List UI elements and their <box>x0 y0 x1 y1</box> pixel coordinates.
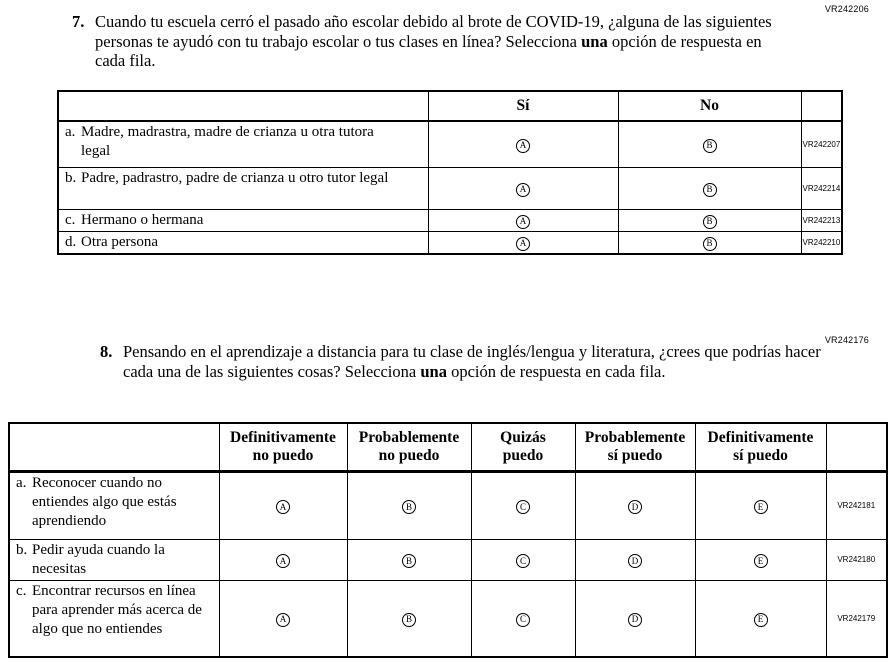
row-label-cell <box>9 580 219 657</box>
question-number: 7. <box>72 12 85 31</box>
row-code: VR242180 <box>826 539 887 580</box>
row-text: Pedir ayuda cuando la necesitas <box>32 541 165 577</box>
answer-cell <box>219 471 347 539</box>
row-letter: a. <box>16 474 27 491</box>
column-header-si: Sí <box>428 91 618 121</box>
answer-cell <box>695 471 826 539</box>
question-8-table <box>8 422 888 658</box>
row-letter: b. <box>16 541 28 558</box>
answer-cell <box>575 539 695 580</box>
row-label-cell <box>9 471 219 539</box>
answer-cell <box>575 580 695 657</box>
answer-cell-si <box>428 209 618 231</box>
table-row <box>9 471 887 539</box>
row-label-cell <box>58 121 428 167</box>
row-text: Reconocer cuando no entiendes algo que estás aprendiendo <box>32 474 177 529</box>
answer-cell-si <box>428 231 618 254</box>
row-text: Otra persona <box>81 233 159 250</box>
question-7-table <box>57 90 843 255</box>
column-header-probablemente-no-puedo: Probablemente no puedo <box>347 423 471 471</box>
empty-header-cell <box>9 423 219 471</box>
question-text-part: opción de respuesta en cada fila. <box>446 361 666 381</box>
row-code: VR242210 <box>801 231 842 254</box>
option-bubble-e[interactable]: E <box>754 554 768 568</box>
question-text <box>123 342 823 381</box>
question-7-code: VR242206 <box>824 4 869 14</box>
question-text-part: Pensando en el aprendizaje a distancia para tu clase de inglés/lengua y literatura, ¿crees que podrías hacer cada una de las siguientes cosas? Selecciona <box>123 342 821 381</box>
option-bubble-c[interactable]: C <box>516 500 530 514</box>
row-code: VR242214 <box>801 167 842 209</box>
question-text-part: Cuando tu escuela cerró el pasado año escolar debido al brote de COVID-19, ¿alguna de las siguientes personas te ayudó con tu trabajo escolar o tus clases en línea? Selecciona <box>95 12 772 51</box>
row-code: VR242179 <box>826 580 887 657</box>
code-column-header <box>801 91 842 121</box>
option-bubble-a[interactable]: A <box>516 237 530 251</box>
table-row <box>9 539 887 580</box>
option-bubble-a[interactable]: A <box>516 215 530 229</box>
row-label-cell <box>9 539 219 580</box>
row-letter: a. <box>65 124 76 140</box>
column-header-probablemente-si-puedo: Probablemente sí puedo <box>575 423 695 471</box>
row-code: VR242213 <box>801 209 842 231</box>
table-header-row <box>9 423 887 471</box>
question-7-prompt <box>72 12 795 71</box>
answer-cell <box>471 539 575 580</box>
option-bubble-b[interactable]: B <box>402 554 416 568</box>
answer-cell <box>695 580 826 657</box>
table-row <box>58 121 842 167</box>
option-bubble-b[interactable]: B <box>703 237 717 251</box>
table-row <box>58 167 842 209</box>
option-bubble-c[interactable]: C <box>516 554 530 568</box>
option-bubble-d[interactable]: D <box>628 613 642 627</box>
option-bubble-a[interactable]: A <box>276 613 290 627</box>
column-header-definitivamente-no-puedo: Definitivamente no puedo <box>219 423 347 471</box>
row-text: Encontrar recursos en línea para aprender más acerca de algo que no entiendes <box>32 582 202 637</box>
question-text-bold: una <box>420 361 447 381</box>
column-header-quizas-puedo: Quizás puedo <box>471 423 575 471</box>
question-8-prompt <box>100 342 823 381</box>
option-bubble-d[interactable]: D <box>628 500 642 514</box>
answer-cell <box>471 580 575 657</box>
answer-cell-no <box>618 121 801 167</box>
question-text-part: opción de respuesta en cada fila. <box>95 31 762 70</box>
row-code: VR242181 <box>826 471 887 539</box>
option-bubble-b[interactable]: B <box>402 613 416 627</box>
option-bubble-e[interactable]: E <box>754 613 768 627</box>
answer-cell-si <box>428 167 618 209</box>
table-row <box>58 209 842 231</box>
answer-cell-si <box>428 121 618 167</box>
code-column-header <box>826 423 887 471</box>
option-bubble-a[interactable]: A <box>516 183 530 197</box>
row-letter: d. <box>65 233 77 250</box>
empty-header-cell <box>58 91 428 121</box>
answer-cell <box>347 539 471 580</box>
row-letter: b. <box>65 169 77 186</box>
row-letter: c. <box>65 211 76 228</box>
row-label-cell <box>58 209 428 231</box>
row-letter: c. <box>16 582 27 599</box>
option-bubble-e[interactable]: E <box>754 500 768 514</box>
answer-cell <box>695 539 826 580</box>
question-text <box>95 12 795 71</box>
option-bubble-b[interactable]: B <box>703 183 717 197</box>
answer-cell <box>471 471 575 539</box>
column-header-no: No <box>618 91 801 121</box>
table-row <box>58 231 842 254</box>
answer-cell-no <box>618 209 801 231</box>
table-header-row <box>58 91 842 121</box>
option-bubble-b[interactable]: B <box>703 215 717 229</box>
table-row <box>9 580 887 657</box>
answer-cell <box>347 580 471 657</box>
row-label-cell <box>58 231 428 254</box>
answer-cell-no <box>618 231 801 254</box>
answer-cell <box>575 471 695 539</box>
option-bubble-a[interactable]: A <box>276 500 290 514</box>
row-text: Padre, padrastro, padre de crianza u otro tutor legal <box>81 169 389 186</box>
question-text-bold: una <box>581 31 608 51</box>
row-code: VR242207 <box>801 121 842 167</box>
answer-cell-no <box>618 167 801 209</box>
option-bubble-c[interactable]: C <box>516 613 530 627</box>
row-text: Hermano o hermana <box>81 211 204 228</box>
question-number: 8. <box>100 342 113 361</box>
option-bubble-b[interactable]: B <box>703 139 717 153</box>
option-bubble-a[interactable]: A <box>276 554 290 568</box>
option-bubble-d[interactable]: D <box>628 554 642 568</box>
row-text: Madre, madrastra, madre de crianza u otra tutora legal <box>81 124 374 159</box>
row-label-cell <box>58 167 428 209</box>
option-bubble-a[interactable]: A <box>516 139 530 153</box>
option-bubble-b[interactable]: B <box>402 500 416 514</box>
column-header-definitivamente-si-puedo: Definitivamente sí puedo <box>695 423 826 471</box>
answer-cell <box>219 539 347 580</box>
question-8-code: VR242176 <box>824 335 869 345</box>
answer-cell <box>219 580 347 657</box>
answer-cell <box>347 471 471 539</box>
